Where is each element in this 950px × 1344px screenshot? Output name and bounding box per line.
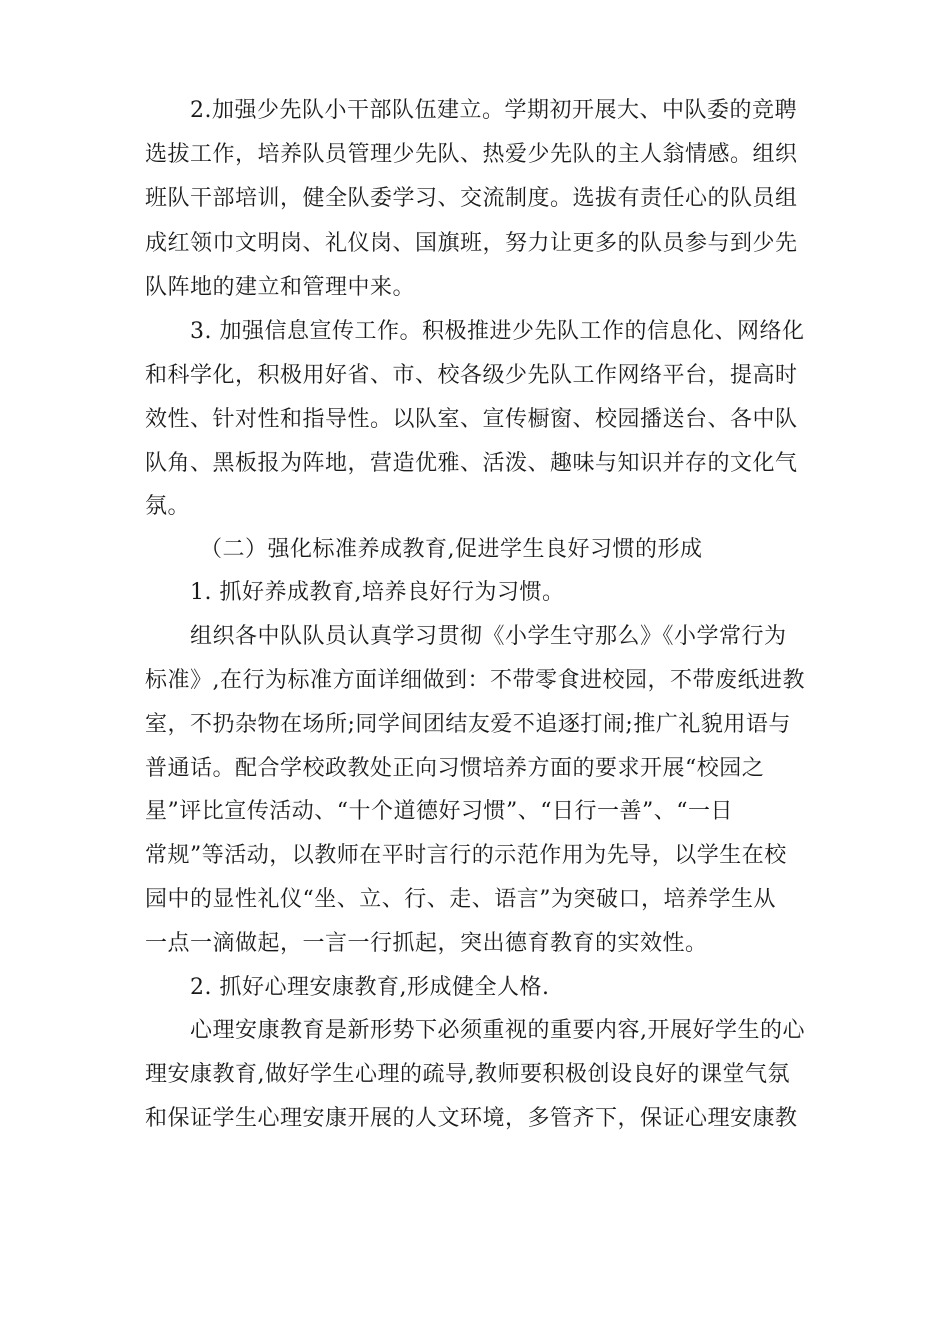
paragraph-line: 成红领巾文明岗、礼仪岗、国旗班，努力让更多的队员参与到少先 [145, 231, 798, 256]
paragraph-line: 效性、针对性和指导性。以队室、宣传橱窗、校园播送台、各中队 [145, 407, 798, 432]
section-heading: （二）强化标准养成教育,促进学生良好习惯的形成 [200, 537, 703, 562]
paragraph-line: 常规”等活动，以教师在平时言行的示范作用为先导，以学生在校 [145, 843, 787, 868]
paragraph-line: 室，不扔杂物在场所;同学间团结友爱不追逐打闹;推广礼貌用语与 [145, 712, 791, 737]
paragraph-line: 心理安康教育是新形势下必须重视的重要内容,开展好学生的心 [190, 1018, 805, 1043]
paragraph-line: 理安康教育,做好学生心理的疏导,教师要积极创设良好的课堂气氛 [145, 1062, 790, 1087]
paragraph-line: 和保证学生心理安康开展的人文环境，多管齐下，保证心理安康教 [145, 1106, 798, 1131]
paragraph-line: 一点一滴做起，一言一行抓起，突出德育教育的实效性。 [145, 931, 708, 956]
subsection-heading: 2. 抓好心理安康教育,形成健全人格. [190, 975, 550, 1000]
paragraph-line: 和科学化，积极用好省、市、校各级少先队工作网络平台，提高时 [145, 363, 798, 388]
paragraph-line: 标准》,在行为标准方面详细做到：不带零食进校园，不带废纸进教 [145, 668, 805, 693]
paragraph-line: 2.加强少先队小干部队伍建立。学期初开展大、中队委的竞聘 [190, 98, 797, 123]
paragraph-line: 普通话。配合学校政教处正向习惯培养方面的要求开展“校园之 [145, 756, 765, 781]
paragraph-line: 队阵地的建立和管理中来。 [145, 275, 416, 300]
paragraph-line: 3. 加强信息宣传工作。积极推进少先队工作的信息化、网络化 [190, 319, 805, 344]
paragraph-line: 队角、黑板报为阵地，营造优雅、活泼、趣味与知识并存的文化气 [145, 451, 798, 476]
paragraph-line: 组织各中队队员认真学习贯彻《小学生守那么》《小学常行为 [190, 624, 787, 649]
paragraph-line: 选拔工作，培养队员管理少先队、热爱少先队的主人翁情感。组织 [145, 142, 798, 167]
subsection-heading: 1. 抓好养成教育,培养良好行为习惯。 [190, 580, 565, 605]
paragraph-line: 班队干部培训，健全队委学习、交流制度。选拔有责任心的队员组 [145, 186, 798, 211]
paragraph-line: 星”评比宣传活动、“十个道德好习惯”、“日行一善”、“一日 [145, 799, 733, 824]
paragraph-line: 园中的显性礼仪“坐、立、行、走、语言”为突破口，培养学生从 [145, 887, 776, 912]
paragraph-line: 氛。 [145, 494, 191, 519]
